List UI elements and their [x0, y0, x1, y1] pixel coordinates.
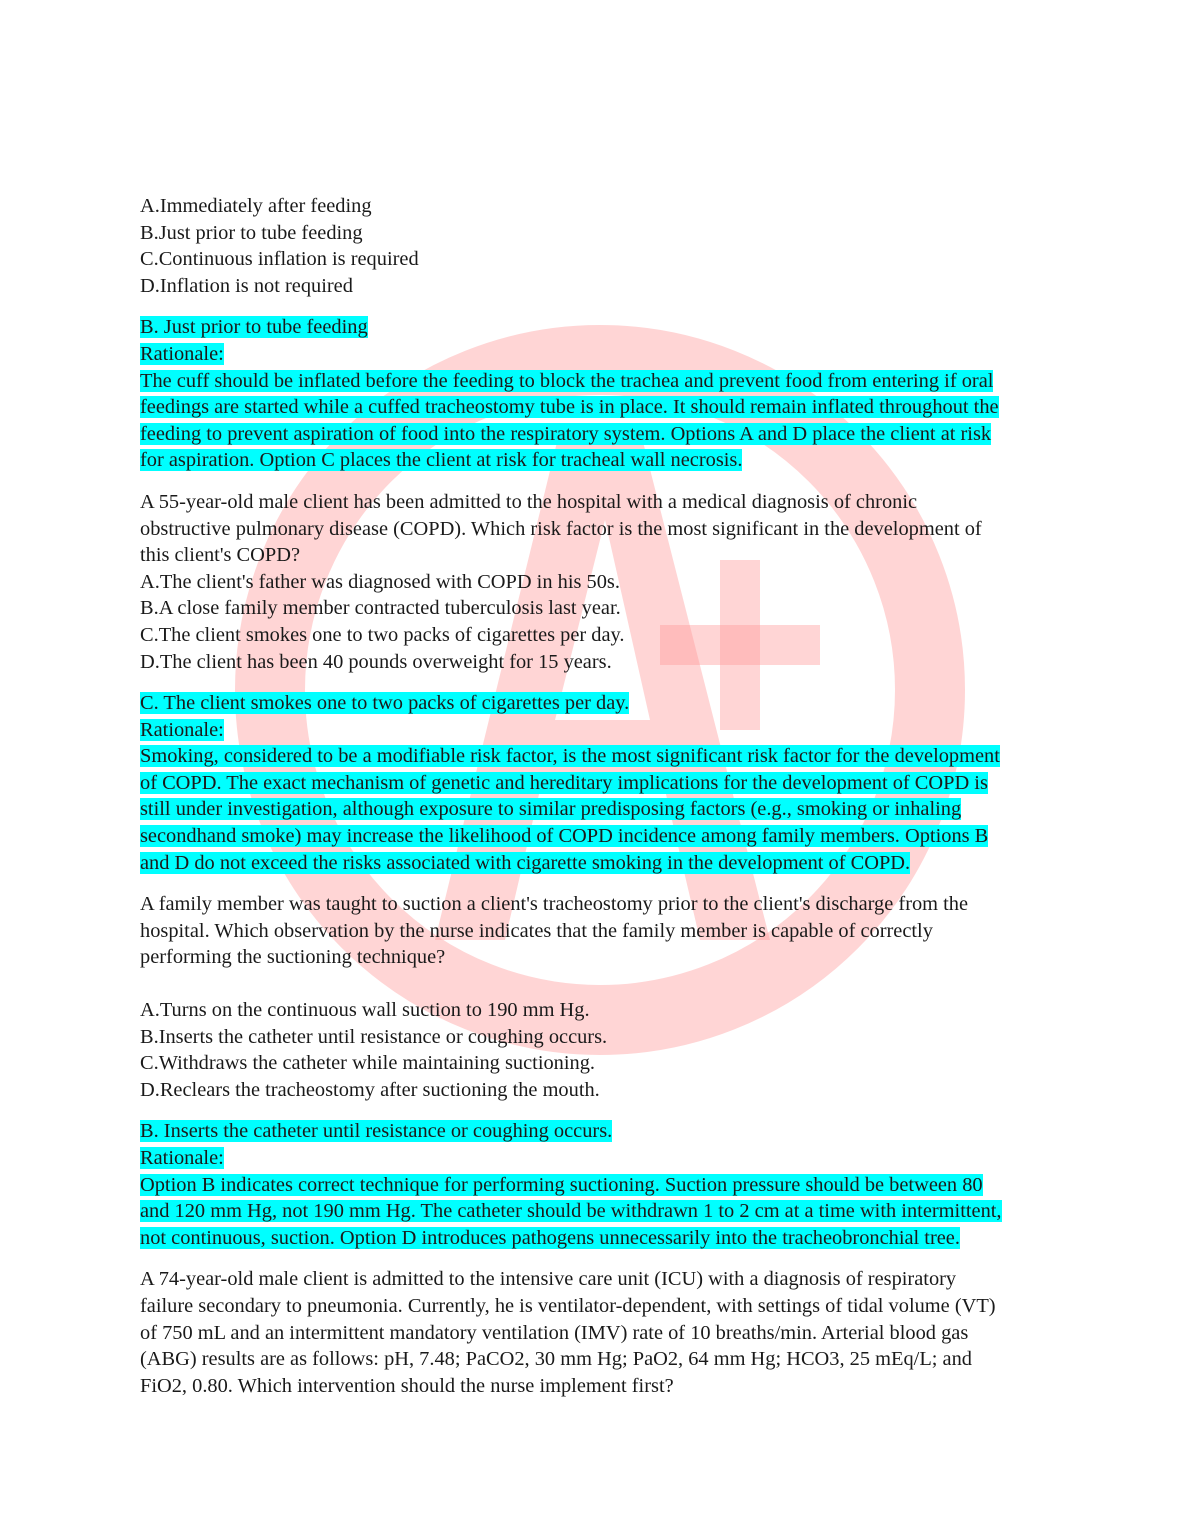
question2-options: [140, 569, 1052, 675]
question-line: hospital. Which observation by the nurse indicates that the family member is capable of correctly: [140, 919, 933, 942]
option-d: D.Inflation is not required: [140, 274, 353, 297]
question-line: performing the suctioning technique?: [140, 946, 446, 969]
answer2-block: [140, 690, 1052, 876]
rationale-label: Rationale:: [140, 718, 224, 741]
blank-line: [140, 971, 1052, 997]
rationale-label: Rationale:: [140, 1147, 224, 1169]
question-line: A 74-year-old male client is admitted to the intensive care unit (ICU) with a diagnosis of respiratory: [140, 1268, 957, 1291]
rationale-line: and 120 mm Hg, not 190 mm Hg. The catheter should be withdrawn 1 to 2 cm at a time with intermittent,: [140, 1200, 1002, 1223]
question1-options: [140, 193, 1052, 299]
rationale-line: for aspiration. Option C places the client at risk for tracheal wall necrosis.: [140, 449, 743, 472]
answer1-block: [140, 314, 1052, 474]
option-d: D.Reclears the tracheostomy after suctioning the mouth.: [140, 1078, 600, 1101]
question-line: A 55-year-old male client has been admitted to the hospital with a medical diagnosis of chronic: [140, 490, 918, 513]
rationale-line: Option B indicates correct technique for performing suctioning. Suction pressure should be between 80: [140, 1173, 983, 1196]
rationale-line: secondhand smoke) may increase the likelihood of COPD incidence among family members. Options B: [140, 825, 989, 848]
question4: [140, 1266, 1052, 1399]
option-a: A.Immediately after feeding: [140, 195, 372, 217]
option-c: C.Withdraws the catheter while maintaining suctioning.: [140, 1052, 596, 1075]
question-line: obstructive pulmonary disease (COPD). Which risk factor is the most significant in the development of: [140, 517, 982, 540]
rationale-line: feeding to prevent aspiration of food into the respiratory system. Options A and D place the client at risk: [140, 422, 992, 445]
option-b: B.A close family member contracted tuberculosis last year.: [140, 597, 621, 620]
question2: [140, 489, 1052, 569]
option-b: B.Inserts the catheter until resistance or coughing occurs.: [140, 1025, 608, 1048]
document-page: [140, 193, 1052, 1399]
option-c: C.Continuous inflation is required: [140, 248, 419, 271]
rationale-line: Smoking, considered to be a modifiable risk factor, is the most significant risk factor for the development: [140, 745, 1000, 768]
question-line: this client's COPD?: [140, 544, 300, 567]
option-a: A.Turns on the continuous wall suction to 190 mm Hg.: [140, 999, 590, 1022]
option-a: A.The client's father was diagnosed with COPD in his 50s.: [140, 570, 620, 593]
question-line: FiO2, 0.80. Which intervention should the nurse implement first?: [140, 1374, 674, 1397]
answer-text: C. The client smokes one to two packs of cigarettes per day.: [140, 692, 630, 715]
option-d: D.The client has been 40 pounds overweight for 15 years.: [140, 650, 612, 673]
rationale-line: The cuff should be inflated before the feeding to block the trachea and prevent food from entering if oral: [140, 369, 994, 392]
rationale-line: of COPD. The exact mechanism of genetic and hereditary implications for the development of COPD is: [140, 771, 988, 794]
option-b: B.Just prior to tube feeding: [140, 221, 363, 244]
question-line: A family member was taught to suction a client's tracheostomy prior to the client's discharge from the: [140, 893, 969, 916]
answer-text: B. Inserts the catheter until resistance or coughing occurs.: [140, 1120, 613, 1143]
rationale-line: and D do not exceed the risks associated with cigarette smoking in the development of COPD.: [140, 851, 911, 874]
question-line: (ABG) results are as follows: pH, 7.48; PaCO2, 30 mm Hg; PaO2, 64 mm Hg; HCO3, 25 mEq/L; and: [140, 1348, 972, 1371]
question3-options: [140, 997, 1052, 1103]
rationale-label: Rationale:: [140, 342, 224, 365]
rationale-line: feedings are started while a cuffed tracheostomy tube is in place. It should remain inflated throughout the: [140, 396, 999, 419]
rationale-line: not continuous, suction. Option D introduces pathogens unnecessarily into the tracheobronchial tree.: [140, 1226, 960, 1249]
rationale-line: still under investigation, although exposure to similar predisposing factors (e.g., smoking or inhaling: [140, 798, 962, 821]
question3: [140, 891, 1052, 971]
option-c: C.The client smokes one to two packs of cigarettes per day.: [140, 623, 625, 646]
answer3-block: [140, 1118, 1052, 1251]
answer-text: B. Just prior to tube feeding: [140, 316, 368, 339]
question-line: of 750 mL and an intermittent mandatory ventilation (IMV) rate of 10 breaths/min. Arterial blood gas: [140, 1321, 969, 1344]
question-line: failure secondary to pneumonia. Currently, he is ventilator-dependent, with settings of tidal volume (VT): [140, 1294, 996, 1317]
